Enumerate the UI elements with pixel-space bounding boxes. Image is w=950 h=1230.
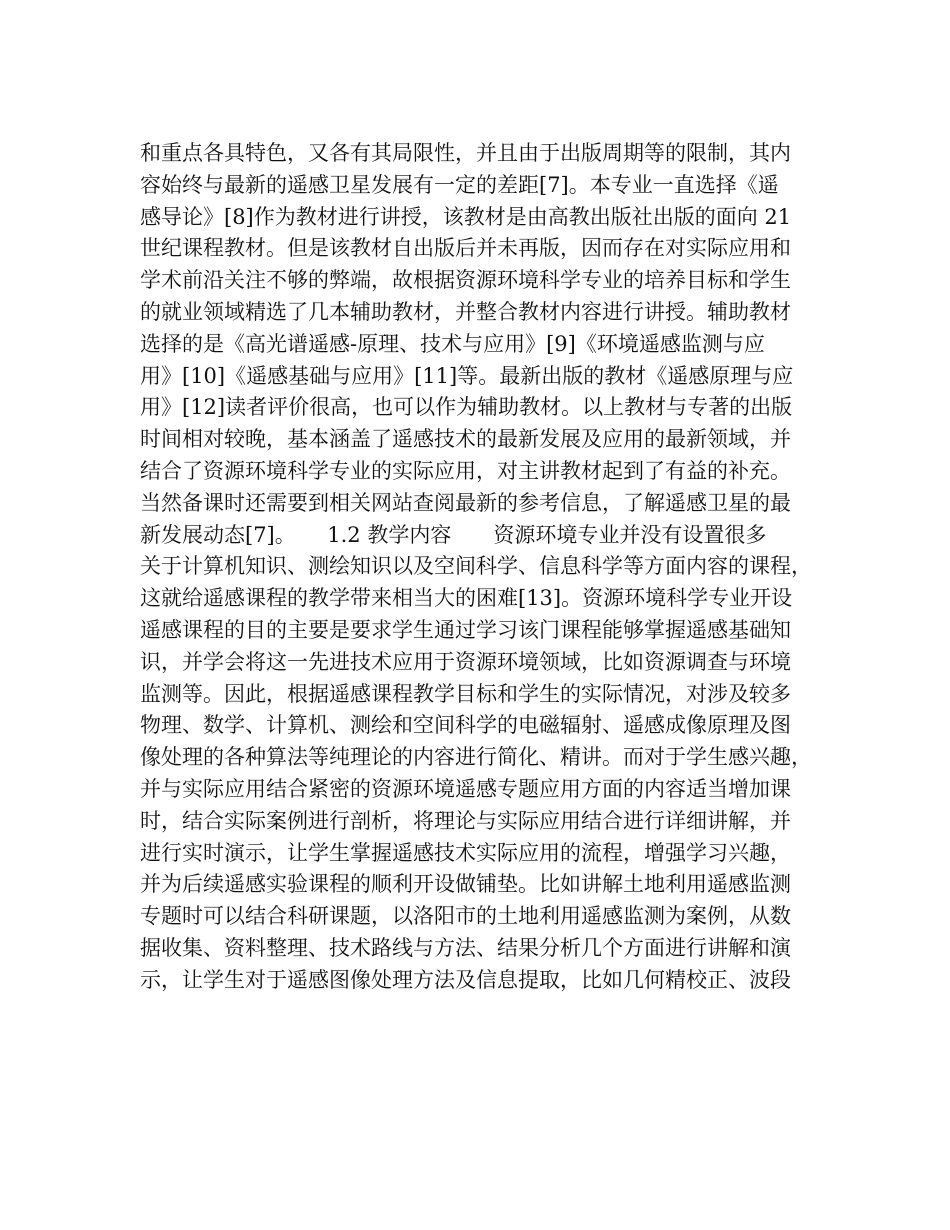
text-line: 进行实时演示，让学生掌握遥感技术实际应用的流程，增强学习兴趣， [140,840,791,865]
text-line: 学术前沿关注不够的弊端，故根据资源环境科学专业的培养目标和学生 [140,268,791,293]
text-line: 物理、数学、计算机、测绘和空间科学的电磁辐射、遥感成像原理及图 [140,713,791,738]
text-line: 容始终与最新的遥感卫星发展有一定的差距[7]。本专业一直选择《遥 [140,172,779,197]
text-line: 时间相对较晚，基本涵盖了遥感技术的最新发展及应用的最新领域，并 [140,427,791,452]
text-line: 识，并学会将这一先进技术应用于资源环境领域，比如资源调查与环境 [140,649,791,674]
text-line: 这就给遥感课程的教学带来相当大的困难[13]。资源环境科学专业开设 [140,586,793,611]
text-line: 感导论》[8]作为教材进行讲授，该教材是由高教出版社出版的面向 21 [140,204,792,229]
text-line: 像处理的各种算法等纯理论的内容进行简化、精讲。而对于学生感兴趣， [140,745,812,770]
text-line: 示，让学生对于遥感图像处理方法及信息提取，比如几何精校正、波段 [140,967,791,992]
text-line: 和重点各具特色，又各有其局限性，并且由于出版周期等的限制，其内 [140,141,791,165]
text-line: 并与实际应用结合紧密的资源环境遥感专题应用方面的内容适当增加课 [140,776,791,801]
text-line: 关于计算机知识、测绘知识以及空间科学、信息科学等方面内容的课程， [140,554,812,579]
text-line: 用》[10]《遥感基础与应用》[11]等。最新出版的教材《遥感原理与应 [140,363,794,388]
text-line: 用》[12]读者评价很高，也可以作为辅助教材。以上教材与专著的出版 [140,395,793,420]
text-line: 监测等。因此，根据遥感课程教学目标和学生的实际情况，对涉及较多 [140,681,791,706]
text-line: 并为后续遥感实验课程的顺利开设做铺垫。比如讲解土地利用遥感监测 [140,872,791,897]
text-line: 选择的是《高光谱遥感-原理、技术与应用》[9]《环境遥感监测与应 [140,331,765,356]
text-line: 世纪课程教材。但是该教材自出版后并未再版，因而存在对实际应用和 [140,236,791,261]
text-line: 时，结合实际案例进行剖析，将理论与实际应用结合进行详细讲解，并 [140,808,791,833]
text-line: 据收集、资料整理、技术路线与方法、结果分析几个方面进行讲解和演 [140,935,791,960]
text-line: 新发展动态[7]。 1.2 教学内容 资源环境专业并没有设置很多 [140,522,767,547]
text-line: 遥感课程的目的主要是要求学生通过学习该门课程能够掌握遥感基础知 [140,617,791,642]
body-text [140,138,830,997]
text-line: 的就业领域精选了几本辅助教材，并整合教材内容进行讲授。辅助教材 [140,299,791,324]
text-line: 当然备课时还需要到相关网站查阅最新的参考信息，了解遥感卫星的最 [140,490,791,515]
text-line: 结合了资源环境科学专业的实际应用，对主讲教材起到了有益的补充。 [140,458,791,483]
text-line: 专题时可以结合科研课题，以洛阳市的土地利用遥感监测为案例，从数 [140,904,791,929]
